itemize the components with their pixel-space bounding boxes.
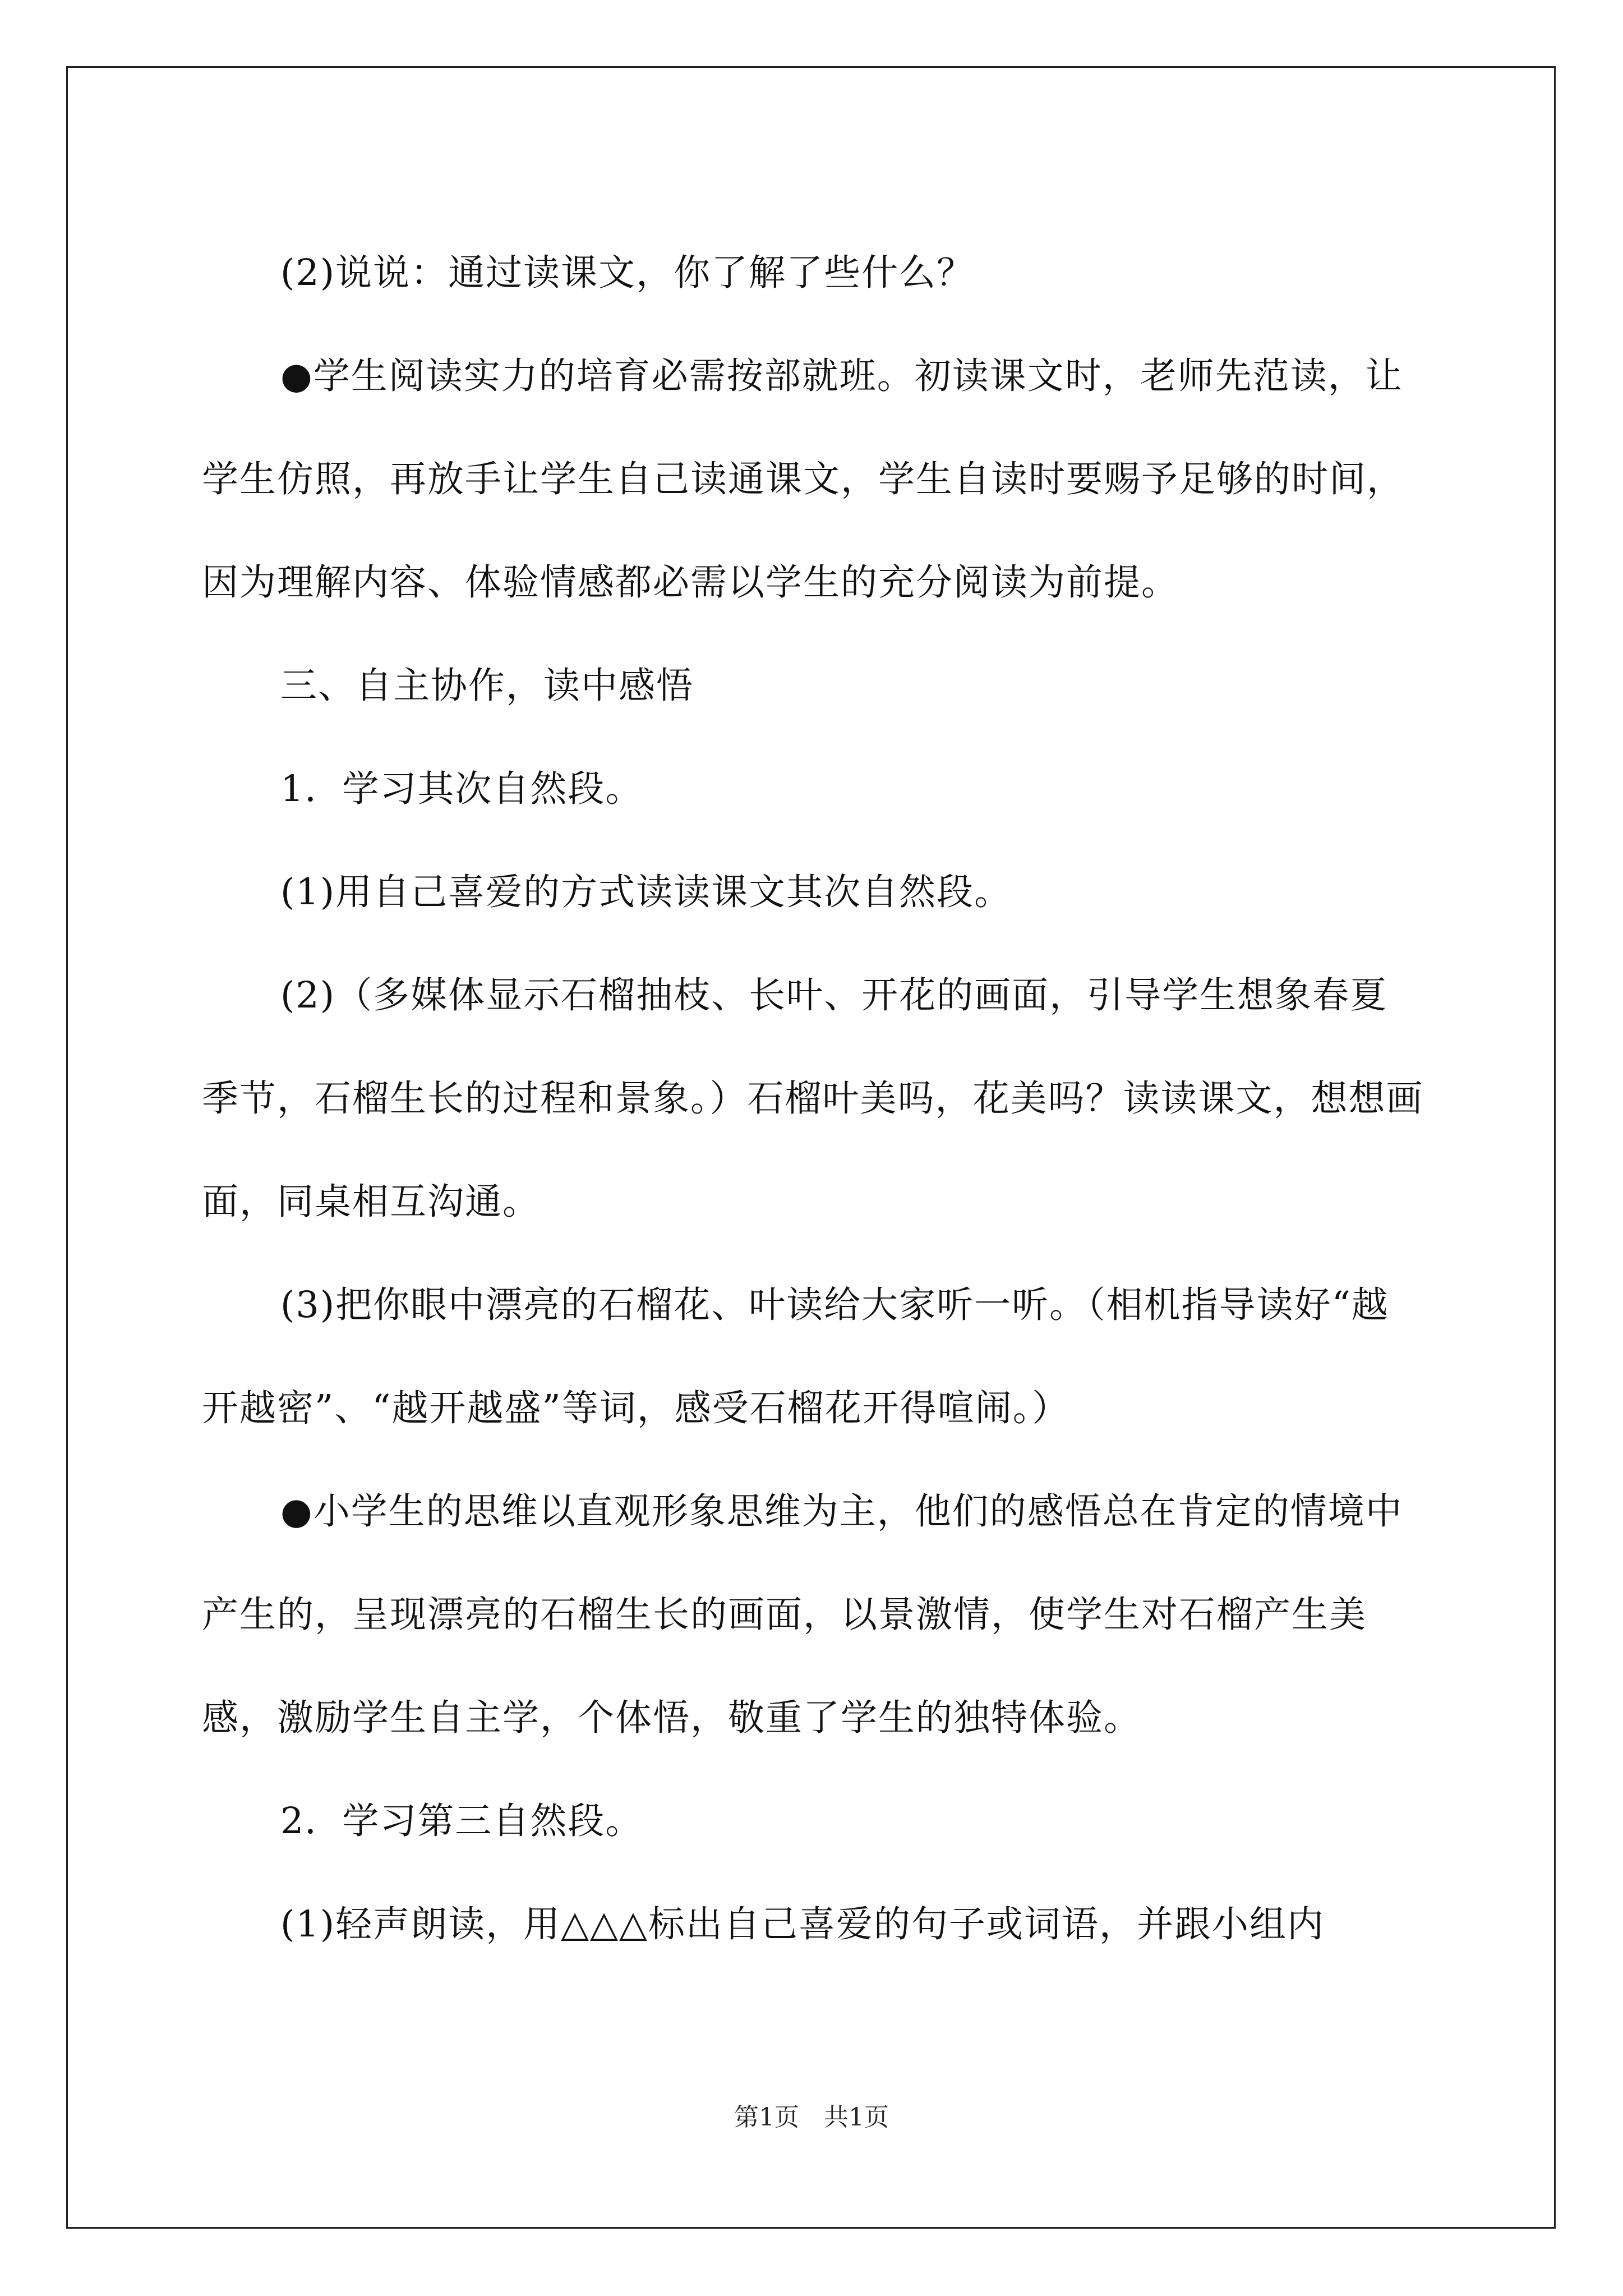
document-body [202, 222, 1424, 1976]
paragraph: (1)用自己喜爱的方式读读课文其次自然段。 [280, 871, 1012, 913]
paragraph: 1．学习其次自然段。 [280, 768, 643, 810]
paragraph: ●小学生的思维以直观形象思维为主，他们的感悟总在肯定的情境中产生的，呈现漂亮的石榴生长的画面，以景激情，使学生对石榴产生美感，激励学生自主学，个体悟，敬重了学生的独特体验。 [202, 1490, 1403, 1739]
section-heading: 三、自主协作，读中感悟 [280, 665, 694, 707]
paragraph: (2)说说：通过读课文，你了解了些什么？ [280, 252, 975, 294]
paragraph: (2)（多媒体显示石榴抽枝、长叶、开花的画面，引导学生想象春夏季节，石榴生长的过程和景象。）石榴叶美吗，花美吗？读读课文，想想画面，同桌相互沟通。 [202, 974, 1424, 1223]
paragraph: (3)把你眼中漂亮的石榴花、叶读给大家听一听。（相机指导读好“越开越密”、“越开越盛”等词，感受石榴花开得喧闹。） [202, 1284, 1389, 1429]
paragraph: (1)轻声朗读，用△△△标出自己喜爱的句子或词语，并跟小组内 [280, 1903, 1325, 1945]
page-footer: 第1页 共1页 [734, 2103, 889, 2132]
paragraph: 2．学习第三自然段。 [280, 1800, 643, 1842]
paragraph: ●学生阅读实力的培育必需按部就班。初读课文时，老师先范读，让学生仿照，再放手让学生自己读通课文，学生自读时要赐予足够的时间，因为理解内容、体验情感都必需以学生的充分阅读为前提。 [202, 355, 1405, 604]
